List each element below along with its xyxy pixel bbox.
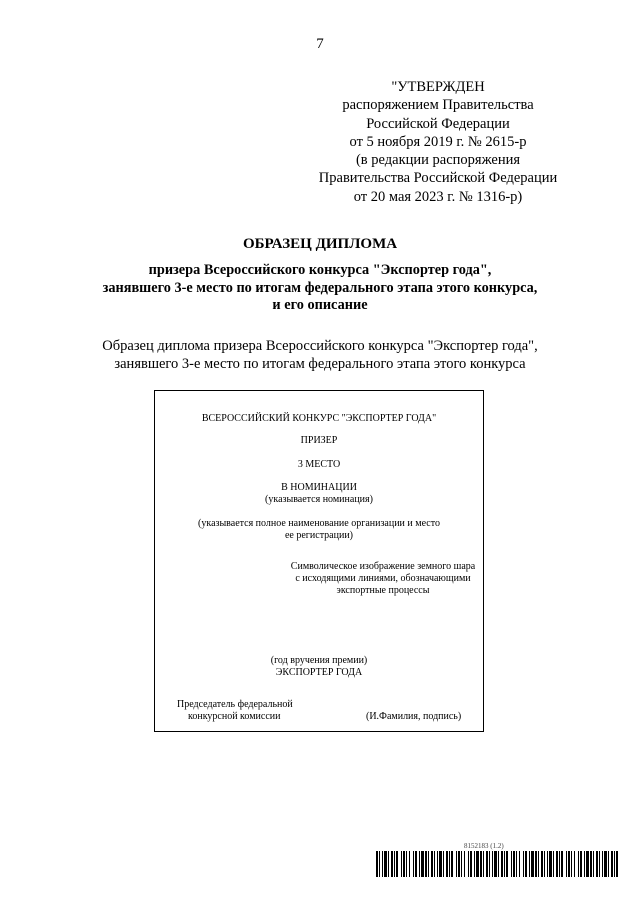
- diploma-year-hint: (год вручения премии): [270, 655, 368, 666]
- approval-block: [306, 78, 570, 206]
- document-subtitle: [0, 262, 640, 315]
- caption-line: занявшего 3-е место по итогам федерального этапа этого конкурса: [114, 356, 526, 372]
- approval-line: от 5 ноября 2019 г. № 2615-р: [349, 133, 527, 150]
- approval-line: распоряжением Правительства: [342, 97, 534, 114]
- diploma-place: 3 МЕСТО: [297, 459, 341, 470]
- approval-line: Правительства Российской Федерации: [318, 170, 558, 187]
- diploma-org-hint-line: ее регистрации): [284, 530, 354, 541]
- diploma-symbol-line: экспортные процессы: [336, 585, 430, 596]
- diploma-org-hint-line: (указывается полное наименование организации и место: [198, 518, 440, 529]
- caption-line: Образец диплома призера Всероссийского конкурса "Экспортер года",: [102, 338, 538, 354]
- diploma-signature-hint: (И.Фамилия, подпись): [366, 711, 462, 722]
- diploma-nomination-hint: (указывается номинация): [265, 494, 373, 505]
- approval-line: (в редакции распоряжения: [355, 152, 521, 169]
- diploma-contest-name: ВСЕРОССИЙСКИЙ КОНКУРС "ЭКСПОРТЕР ГОДА": [201, 413, 437, 424]
- diploma-symbol-line: с исходящими линиями, обозначающими: [295, 573, 471, 584]
- page-number: 7: [316, 36, 324, 52]
- document-title: ОБРАЗЕЦ ДИПЛОМА: [242, 236, 398, 252]
- diploma-sample-frame: [154, 390, 484, 732]
- diploma-chair-line: Председатель федеральной: [177, 699, 293, 710]
- diploma-symbol-line: Символическое изображение земного шара: [290, 561, 476, 572]
- subtitle-line: призера Всероссийского конкурса "Экспортер года",: [148, 262, 492, 278]
- subtitle-line: занявшего 3-е место по итогам федерального этапа этого конкурса,: [102, 279, 538, 296]
- diploma-nomination: В НОМИНАЦИИ: [281, 482, 357, 493]
- approval-line: "УТВЕРЖДЕН: [391, 79, 485, 95]
- approval-line: от 20 мая 2023 г. № 1316-р): [353, 188, 523, 205]
- diploma-prize-label: ПРИЗЕР: [300, 435, 338, 446]
- barcode: [376, 851, 620, 877]
- subtitle-line: и его описание: [272, 297, 368, 313]
- barcode-number: 8152183 (1.2): [464, 842, 504, 850]
- figure-caption: [0, 337, 640, 373]
- diploma-award-title: ЭКСПОРТЕР ГОДА: [275, 667, 363, 678]
- approval-line: Российской Федерации: [366, 115, 510, 132]
- diploma-chair-line: конкурсной комиссии: [188, 711, 281, 722]
